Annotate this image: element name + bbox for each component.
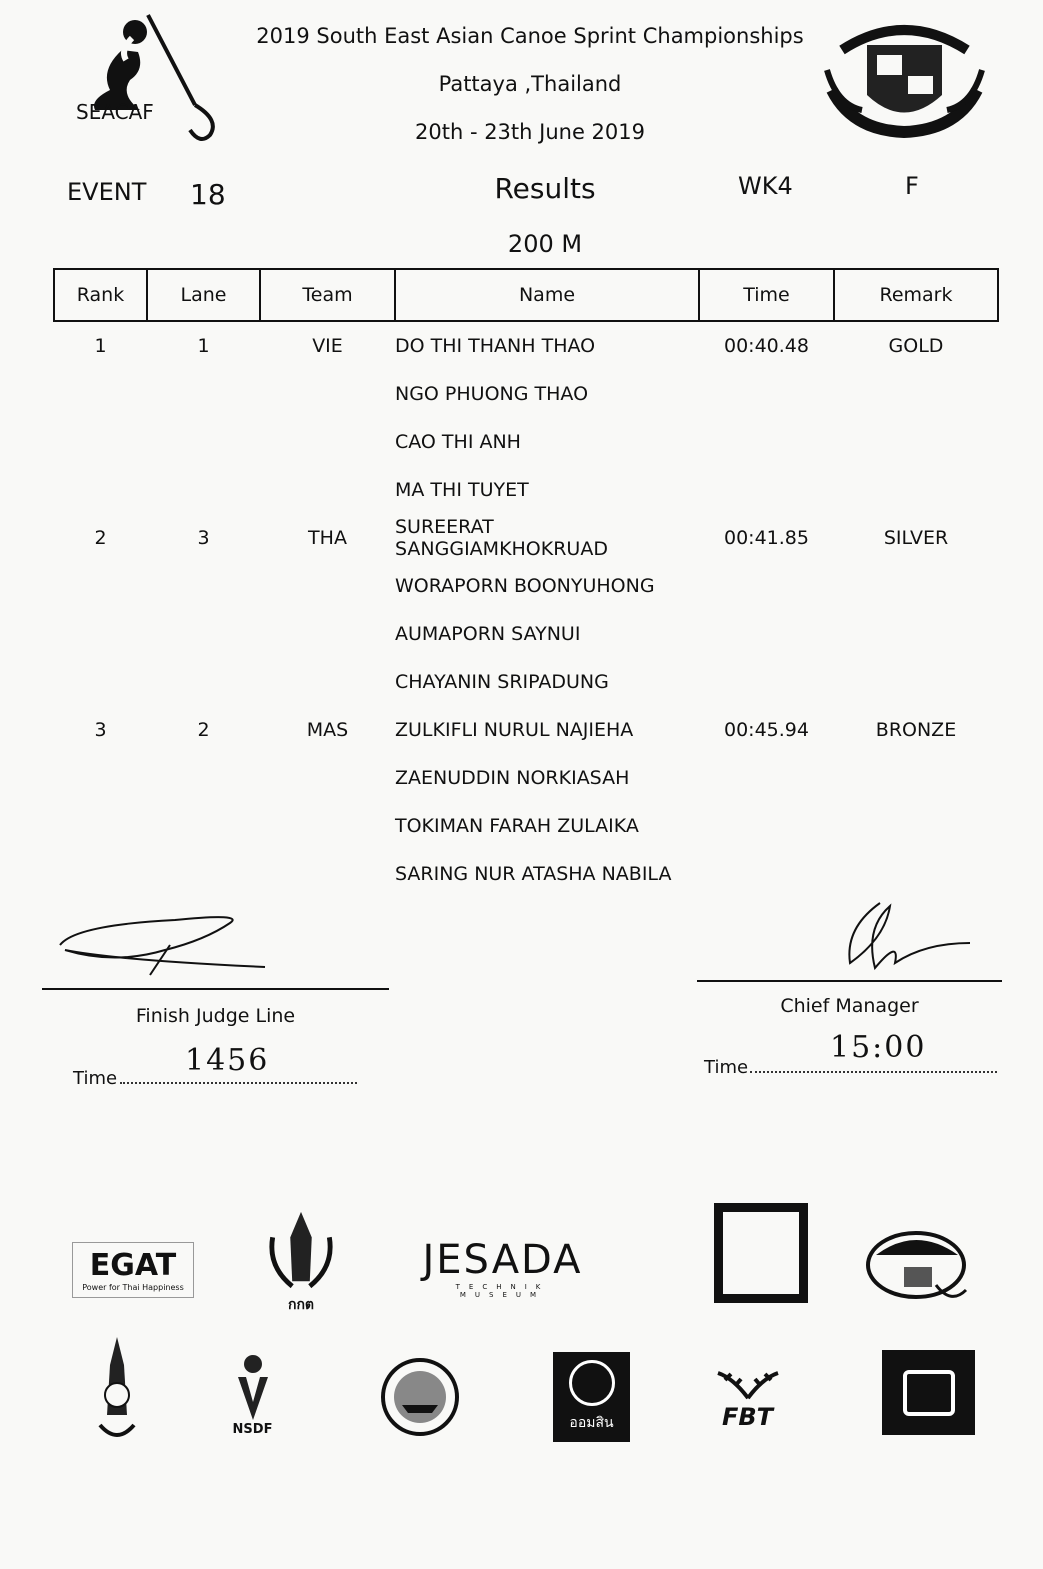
nsdf-logo bbox=[215, 1340, 290, 1448]
finish-judge-time-label: Time bbox=[73, 1068, 118, 1089]
col-header-time: Time bbox=[699, 269, 834, 321]
athlete-name: ZAENUDDIN NORKIASAH bbox=[395, 767, 630, 789]
athlete-name: TOKIMAN FARAH ZULAIKA bbox=[395, 815, 639, 837]
chief-manager-label: Chief Manager bbox=[780, 995, 919, 1017]
col-header-team: Team bbox=[260, 269, 395, 321]
table-row bbox=[54, 418, 998, 466]
event-distance: 200 M bbox=[507, 230, 583, 258]
egat-logo-name: EGAT bbox=[89, 1248, 177, 1283]
rank-cell: 1 bbox=[94, 335, 107, 357]
crest-logo bbox=[822, 10, 987, 145]
egat-logo-tagline: Power for Thai Happiness bbox=[82, 1283, 184, 1292]
jesada-museum-logo bbox=[420, 1236, 585, 1299]
athlete-name: AUMAPORN SAYNUI bbox=[395, 623, 581, 645]
athlete-name: NGO PHUONG THAO bbox=[395, 383, 589, 405]
table-header-row bbox=[54, 269, 998, 321]
event-number: 18 bbox=[190, 178, 226, 211]
time-cell: 00:41.85 bbox=[724, 527, 809, 549]
athlete-name: DO THI THANH THAO bbox=[395, 335, 596, 357]
table-row bbox=[54, 370, 998, 418]
athlete-name: CHAYANIN SRIPADUNG bbox=[395, 671, 609, 693]
table-row bbox=[54, 610, 998, 658]
chief-manager-time-value: 15:00 bbox=[830, 1030, 927, 1065]
remark-cell: BRONZE bbox=[875, 719, 957, 741]
col-header-remark: Remark bbox=[834, 269, 998, 321]
navy-emblem bbox=[92, 1335, 142, 1445]
table-row bbox=[54, 706, 998, 754]
finish-judge-signature bbox=[55, 905, 275, 985]
lane-cell: 1 bbox=[197, 335, 210, 357]
rank-cell: 3 bbox=[94, 719, 107, 741]
table-row bbox=[54, 562, 998, 610]
election-commission-emblem bbox=[262, 1208, 340, 1316]
kasikorn-bank-logo bbox=[882, 1350, 975, 1435]
lane-cell: 3 bbox=[197, 527, 210, 549]
athlete-name: MA THI TUYET bbox=[395, 479, 529, 501]
team-cell: THA bbox=[308, 527, 347, 549]
athlete-name: ZULKIFLI NURUL NAJIEHA bbox=[395, 719, 634, 741]
jesada-logo-sub: TECHNIK MUSEUM bbox=[455, 1282, 550, 1299]
results-heading: Results bbox=[494, 172, 596, 205]
egat-logo bbox=[72, 1242, 194, 1298]
table-row bbox=[54, 850, 998, 898]
insurance-sponsor-logo bbox=[714, 1203, 808, 1303]
fbt-logo-text: FBT bbox=[721, 1403, 774, 1431]
election-commission-text: กกต bbox=[287, 1297, 315, 1313]
rank-cell: 2 bbox=[94, 527, 107, 549]
col-header-rank: Rank bbox=[54, 269, 147, 321]
athlete-name: SARING NUR ATASHA NABILA bbox=[395, 863, 672, 885]
finish-judge-signature-line bbox=[42, 988, 389, 990]
chief-manager-signature bbox=[825, 898, 975, 978]
athlete-name: WORAPORN BOONYUHONG bbox=[395, 575, 655, 597]
gsb-aomsin-text: ออมสิน bbox=[569, 1415, 614, 1431]
championship-title: 2019 South East Asian Canoe Sprint Championships bbox=[256, 24, 804, 48]
fbt-logo bbox=[705, 1362, 790, 1437]
event-stage: F bbox=[905, 172, 919, 200]
table-row bbox=[54, 802, 998, 850]
port-authority-logo bbox=[380, 1357, 460, 1437]
time-cell: 00:45.94 bbox=[724, 719, 809, 741]
finish-judge-time-dots bbox=[120, 1082, 357, 1084]
col-header-lane: Lane bbox=[147, 269, 260, 321]
team-cell: VIE bbox=[312, 335, 343, 357]
jesada-logo-name: JESADA bbox=[422, 1236, 583, 1283]
chief-manager-time-label: Time bbox=[704, 1057, 749, 1078]
chief-manager-signature-line bbox=[697, 980, 1002, 982]
seacaf-logo-text: SEACAF bbox=[76, 100, 154, 124]
table-row bbox=[54, 514, 998, 562]
nsdf-logo-text: NSDF bbox=[232, 1421, 273, 1437]
chief-manager-time-dots bbox=[750, 1071, 997, 1073]
finish-judge-label: Finish Judge Line bbox=[135, 1005, 296, 1027]
event-category: WK4 bbox=[738, 172, 793, 200]
athlete-name: SUREERAT SANGGIAMKHOKRUAD bbox=[395, 516, 608, 560]
table-row bbox=[54, 466, 998, 514]
remark-cell: SILVER bbox=[883, 527, 949, 549]
results-table bbox=[53, 268, 999, 898]
farm-sponsor-logo bbox=[866, 1215, 972, 1310]
col-header-name: Name bbox=[395, 269, 699, 321]
table-row bbox=[54, 321, 998, 370]
time-cell: 00:40.48 bbox=[724, 335, 809, 357]
team-cell: MAS bbox=[306, 719, 349, 741]
championship-dates: 20th - 23th June 2019 bbox=[415, 120, 645, 144]
athlete-name: CAO THI ANH bbox=[395, 431, 521, 453]
table-row bbox=[54, 658, 998, 706]
seacaf-logo bbox=[60, 10, 230, 150]
remark-cell: GOLD bbox=[888, 335, 944, 357]
championship-location: Pattaya ,Thailand bbox=[438, 72, 622, 96]
event-label: EVENT bbox=[67, 178, 147, 206]
lane-cell: 2 bbox=[197, 719, 210, 741]
table-row bbox=[54, 754, 998, 802]
gsb-aomsin-logo bbox=[553, 1352, 630, 1442]
finish-judge-time-value: 1456 bbox=[185, 1043, 270, 1078]
